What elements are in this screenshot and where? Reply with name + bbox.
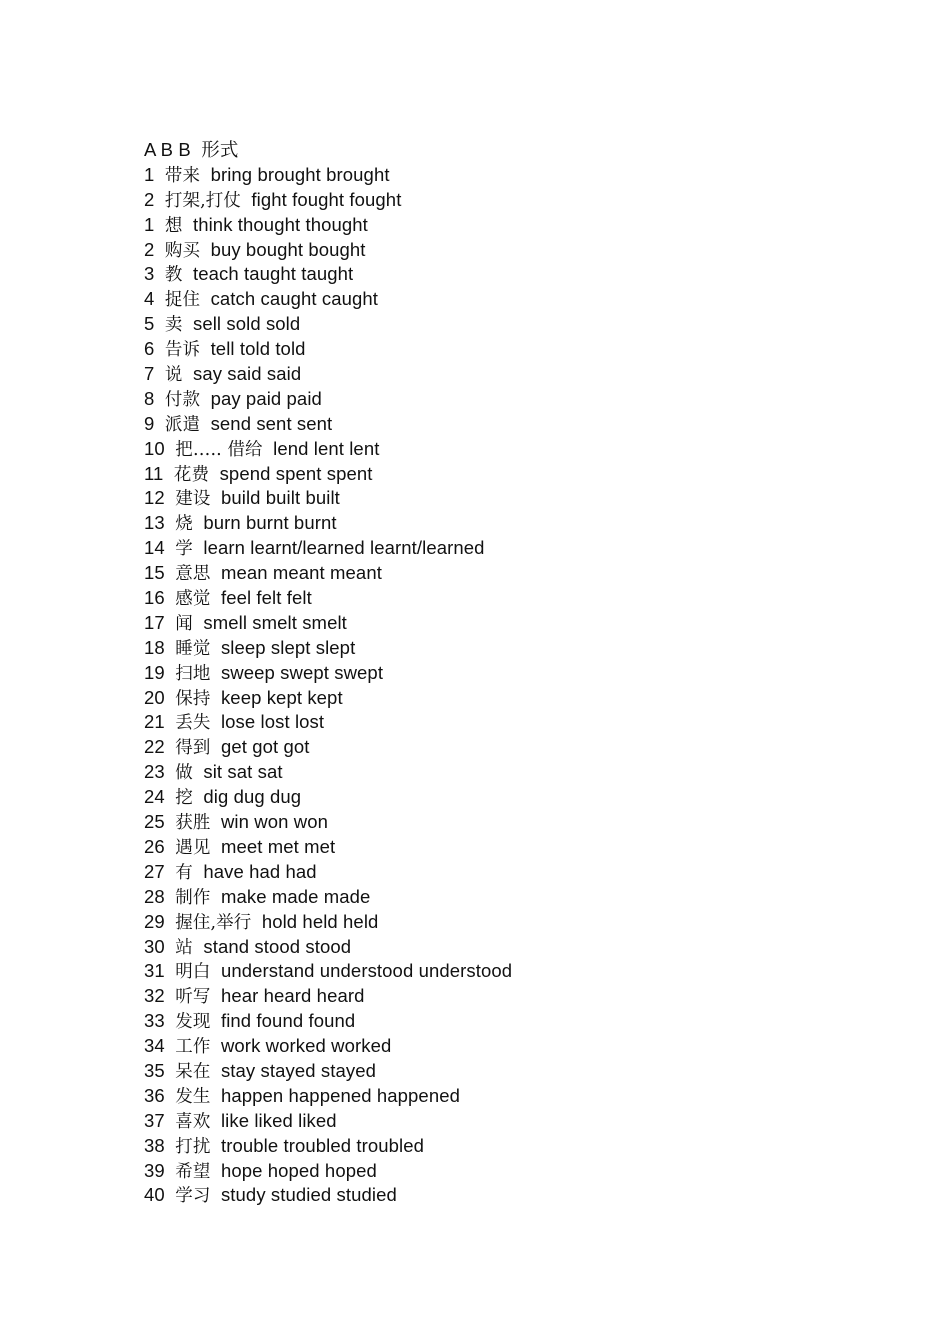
entry-number: 30: [144, 935, 165, 957]
chinese-meaning: 站: [175, 937, 193, 958]
chinese-meaning: 挖: [175, 788, 193, 809]
entry-number: 16: [144, 587, 165, 609]
document-page: [144, 138, 924, 1208]
list-item: [144, 636, 924, 661]
entry-number: 19: [144, 661, 165, 683]
list-item: [144, 337, 924, 362]
chinese-meaning: 希望: [175, 1161, 211, 1182]
list-item: [144, 1034, 924, 1059]
entry-number: 10: [144, 437, 165, 459]
chinese-meaning: 告诉: [164, 340, 201, 361]
verb-forms: hope hoped hoped: [220, 1159, 377, 1181]
verb-forms: spend spent spent: [219, 462, 373, 484]
verb-forms: say said said: [192, 363, 302, 385]
entry-number: 4: [144, 288, 155, 310]
chinese-meaning: 丢失: [175, 713, 211, 734]
verb-list: [144, 163, 924, 1208]
entry-number: 37: [144, 1109, 165, 1131]
entry-number: 24: [144, 786, 165, 808]
list-item: [144, 1059, 924, 1084]
chinese-meaning: 呆在: [175, 1061, 211, 1082]
verb-forms: sit sat sat: [203, 761, 283, 783]
chinese-meaning: 得到: [175, 738, 211, 759]
chinese-meaning: 做: [175, 763, 193, 784]
chinese-meaning: 遇见: [175, 837, 211, 858]
entry-number: 34: [144, 1035, 165, 1057]
entry-number: 13: [144, 512, 165, 534]
entry-number: 20: [144, 686, 165, 708]
entry-number: 35: [144, 1059, 165, 1081]
list-item: [144, 586, 924, 611]
entry-number: 33: [144, 1010, 165, 1032]
list-item: [144, 387, 924, 412]
chinese-meaning: 想: [164, 215, 183, 236]
verb-forms: hold held held: [261, 910, 379, 932]
entry-number: 31: [144, 960, 165, 982]
chinese-meaning: 闻: [175, 613, 193, 634]
verb-forms: burn burnt burnt: [203, 512, 337, 534]
chinese-meaning: 发现: [175, 1012, 211, 1033]
verb-forms: teach taught taught: [192, 263, 354, 285]
entry-number: 8: [144, 387, 155, 409]
entry-number: 28: [144, 885, 165, 907]
entry-number: 38: [144, 1134, 165, 1156]
entry-number: 2: [144, 188, 155, 210]
list-item: [144, 611, 924, 636]
entry-number: 25: [144, 811, 165, 833]
verb-forms: feel felt felt: [220, 587, 312, 609]
chinese-meaning: 睡觉: [175, 638, 211, 659]
entry-number: 21: [144, 711, 165, 733]
verb-forms: stay stayed stayed: [220, 1059, 376, 1081]
entry-number: 3: [144, 263, 155, 285]
verb-forms: sleep slept slept: [220, 636, 356, 658]
verb-forms: happen happened happened: [220, 1084, 460, 1106]
verb-forms: hear heard heard: [220, 985, 365, 1007]
chinese-meaning: 意思: [175, 564, 211, 585]
chinese-meaning: 把….. 借给: [175, 439, 263, 460]
list-item: [144, 412, 924, 437]
verb-forms: dig dug dug: [203, 786, 302, 808]
entry-number: 6: [144, 338, 155, 360]
list-item: [144, 860, 924, 885]
verb-forms: make made made: [220, 885, 371, 907]
list-item: [144, 686, 924, 711]
chinese-meaning: 制作: [175, 887, 211, 908]
entry-number: 2: [144, 238, 155, 260]
chinese-meaning: 学习: [175, 1186, 211, 1207]
entry-number: 32: [144, 985, 165, 1007]
verb-forms: think thought thought: [192, 213, 368, 235]
list-item: [144, 885, 924, 910]
entry-number: 11: [144, 462, 164, 484]
entry-number: 14: [144, 537, 165, 559]
chinese-meaning: 建设: [175, 489, 211, 510]
list-item: [144, 760, 924, 785]
list-item: [144, 262, 924, 287]
entry-number: 18: [144, 636, 165, 658]
verb-forms: sell sold sold: [192, 313, 301, 335]
list-item: [144, 462, 924, 487]
chinese-meaning: 派遣: [164, 414, 201, 435]
chinese-meaning: 捉住: [164, 290, 201, 311]
chinese-meaning: 购买: [164, 240, 201, 261]
entry-number: 1: [144, 163, 155, 185]
chinese-meaning: 付款: [164, 389, 201, 410]
entry-number: 27: [144, 860, 165, 882]
list-item: [144, 213, 924, 238]
chinese-meaning: 学: [175, 539, 193, 560]
list-item: [144, 785, 924, 810]
verb-forms: mean meant meant: [220, 562, 382, 584]
verb-forms: tell told told: [210, 338, 306, 360]
list-item: [144, 959, 924, 984]
list-item: [144, 561, 924, 586]
verb-forms: lose lost lost: [220, 711, 325, 733]
verb-forms: find found found: [220, 1010, 356, 1032]
entry-number: 17: [144, 611, 165, 633]
verb-forms: work worked worked: [220, 1035, 392, 1057]
list-item: [144, 1084, 924, 1109]
verb-forms: lend lent lent: [273, 437, 380, 459]
chinese-meaning: 打扰: [175, 1136, 211, 1157]
entry-number: 36: [144, 1084, 165, 1106]
list-item: [144, 238, 924, 263]
chinese-meaning: 卖: [164, 315, 183, 336]
list-item: [144, 287, 924, 312]
list-item: [144, 163, 924, 188]
list-item: [144, 511, 924, 536]
verb-forms: sweep swept swept: [220, 661, 384, 683]
list-item: [144, 1009, 924, 1034]
entry-number: 29: [144, 910, 165, 932]
section-heading: A B B 形式: [144, 139, 239, 160]
chinese-meaning: 感觉: [175, 589, 211, 610]
chinese-meaning: 教: [164, 265, 183, 286]
verb-forms: win won won: [220, 811, 328, 833]
list-item: [144, 312, 924, 337]
chinese-meaning: 花费: [173, 464, 210, 485]
list-item: [144, 810, 924, 835]
entry-number: 39: [144, 1159, 165, 1181]
entry-number: 5: [144, 313, 155, 335]
chinese-meaning: 工作: [175, 1037, 211, 1058]
entry-number: 26: [144, 835, 165, 857]
entry-number: 23: [144, 761, 165, 783]
verb-forms: understand understood understood: [220, 960, 513, 982]
chinese-meaning: 带来: [164, 165, 201, 186]
chinese-meaning: 保持: [175, 688, 211, 709]
list-item: [144, 910, 924, 935]
list-item: [144, 1159, 924, 1184]
entry-number: 1: [144, 213, 155, 235]
chinese-meaning: 扫地: [175, 663, 211, 684]
verb-forms: smell smelt smelt: [203, 611, 347, 633]
entry-number: 9: [144, 412, 155, 434]
verb-forms: have had had: [203, 860, 317, 882]
list-item: [144, 437, 924, 462]
verb-forms: catch caught caught: [210, 288, 379, 310]
chinese-meaning: 握住,举行: [175, 912, 252, 933]
verb-forms: study studied studied: [220, 1184, 397, 1206]
chinese-meaning: 听写: [175, 987, 211, 1008]
chinese-meaning: 有: [175, 862, 193, 883]
list-item: [144, 362, 924, 387]
list-item: [144, 735, 924, 760]
list-item: [144, 835, 924, 860]
list-item: [144, 188, 924, 213]
list-item: [144, 1134, 924, 1159]
list-item: [144, 536, 924, 561]
chinese-meaning: 说: [164, 365, 183, 386]
chinese-meaning: 烧: [175, 514, 193, 535]
verb-forms: trouble troubled troubled: [220, 1134, 425, 1156]
list-item: [144, 1109, 924, 1134]
entry-number: 22: [144, 736, 165, 758]
verb-forms: learn learnt/learned learnt/learned: [203, 537, 485, 559]
entry-number: 40: [144, 1184, 165, 1206]
verb-forms: like liked liked: [220, 1109, 337, 1131]
chinese-meaning: 发生: [175, 1086, 211, 1107]
list-item: [144, 710, 924, 735]
verb-forms: build built built: [220, 487, 340, 509]
chinese-meaning: 喜欢: [175, 1111, 211, 1132]
verb-forms: fight fought fought: [251, 188, 402, 210]
list-item: [144, 984, 924, 1009]
verb-forms: bring brought brought: [210, 163, 390, 185]
verb-forms: meet met met: [220, 835, 336, 857]
chinese-meaning: 明白: [175, 962, 211, 983]
verb-forms: get got got: [220, 736, 310, 758]
chinese-meaning: 打架,打仗: [164, 190, 241, 211]
verb-forms: keep kept kept: [220, 686, 343, 708]
verb-forms: pay paid paid: [210, 387, 322, 409]
entry-number: 7: [144, 363, 155, 385]
chinese-meaning: 获胜: [175, 813, 211, 834]
verb-forms: stand stood stood: [203, 935, 352, 957]
verb-forms: buy bought bought: [210, 238, 366, 260]
entry-number: 15: [144, 562, 165, 584]
list-item: [144, 1183, 924, 1208]
verb-forms: send sent sent: [210, 412, 333, 434]
list-item: [144, 486, 924, 511]
entry-number: 12: [144, 487, 165, 509]
list-item: [144, 661, 924, 686]
list-item: [144, 935, 924, 960]
